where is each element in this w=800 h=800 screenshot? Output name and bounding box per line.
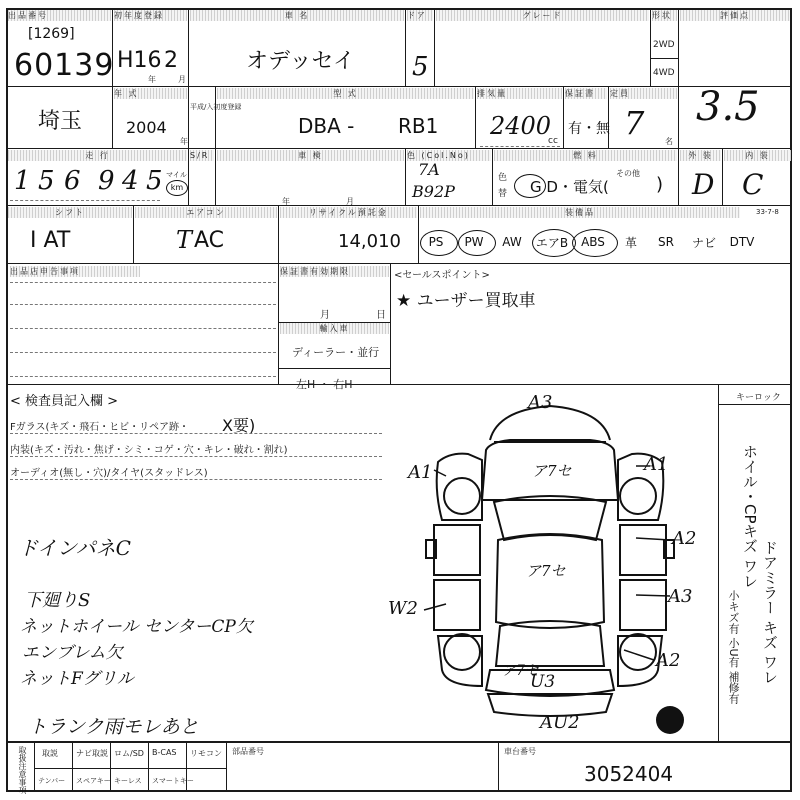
interior-grade: C <box>742 168 764 201</box>
label-interior: 内 装 <box>724 150 791 161</box>
divider <box>72 741 73 792</box>
divider <box>226 741 227 792</box>
side-vertical-text <box>725 590 741 704</box>
roof-outline <box>496 534 604 628</box>
footer-label-smart-key: スマートキー <box>152 777 194 785</box>
mileage-digit: 9 <box>98 166 115 196</box>
inspector-note: ネットFグリル <box>20 669 134 689</box>
sales-point: ★ ユーザー買取車 <box>396 291 536 311</box>
mileage-digits <box>14 166 164 200</box>
footer-caution-label: 取扱注意事項 <box>18 746 27 794</box>
mileage-digit: 1 <box>14 166 31 196</box>
label-model: 型 式 <box>217 88 474 99</box>
dotted-line <box>10 304 276 305</box>
label-month: 月 <box>178 75 186 84</box>
label-inspection-year: 年 <box>282 197 290 206</box>
equipment-pw: PW <box>464 235 484 249</box>
leader-line <box>636 538 670 540</box>
color-code-primary: 7A <box>418 160 440 179</box>
divider <box>722 148 723 205</box>
label-displacement: 排気量 <box>477 88 562 99</box>
right-rear-door <box>620 580 666 630</box>
divider <box>678 86 679 148</box>
equipment-circle-airbag <box>532 229 576 257</box>
label-first-reg-year: 年 式 <box>114 88 187 99</box>
damage-mark-right-front-door: A2 <box>672 528 697 549</box>
dotted-line <box>10 479 382 480</box>
divider <box>650 58 678 59</box>
dotted-line <box>10 352 276 353</box>
inspector-note: 下廻りS <box>24 590 91 611</box>
fuel-options: G D・電気( <box>530 178 609 196</box>
footer-label-parts-no: 部品番号 <box>232 747 264 756</box>
model-code: RB1 <box>398 114 439 138</box>
mileage-digit: 5 <box>146 166 163 196</box>
equipment-circle-pw <box>458 230 496 256</box>
label-exhibit-number: 出品番号 <box>8 10 111 21</box>
label-warranty-day: 日 <box>376 310 386 321</box>
mileage-digit: 6 <box>64 166 81 196</box>
region-name: 埼玉 <box>38 109 83 134</box>
equipment-circle-ps <box>420 230 458 256</box>
side-vertical-text <box>742 444 758 588</box>
car-name: オデッセイ <box>246 49 355 74</box>
left-front-door <box>434 525 480 575</box>
equipment-navi: ナビ <box>691 235 716 250</box>
equipment-airbag: エアB <box>535 235 569 250</box>
rear-right-wheel <box>620 634 656 670</box>
row4-bottom-line <box>6 263 792 264</box>
divider <box>188 8 189 86</box>
damage-note-hood: ア7セ <box>532 462 572 480</box>
equipment-ps: PS <box>428 235 444 249</box>
rear-left-wheel <box>444 634 480 670</box>
inspector-glass-mark: X要) <box>222 416 256 435</box>
divider <box>215 86 216 148</box>
divider <box>678 148 679 205</box>
label-doors: ドア <box>407 10 433 21</box>
dotted-line <box>10 328 276 329</box>
dotted-line <box>10 433 382 434</box>
equipment-aw: AW <box>502 235 522 249</box>
lot-number: 60139 <box>14 48 115 83</box>
displacement-value: 2400 <box>490 112 552 140</box>
equipment-abs: ABS <box>581 235 605 249</box>
divider <box>278 205 279 263</box>
footer-label-rom-sd: ロム/SD <box>114 749 144 758</box>
fuel-circle <box>514 174 546 198</box>
mileage-unit-km: km <box>166 180 188 196</box>
stain-mark <box>656 706 684 734</box>
footer-mid-line <box>34 768 226 769</box>
label-grade: グレード <box>436 10 649 21</box>
label-keylock: キーロック <box>736 393 781 403</box>
front-right-wheel <box>620 478 656 514</box>
equipment-sr: SR <box>658 235 674 249</box>
damage-mark-right-rear-door: A3 <box>668 586 693 607</box>
divider <box>718 404 792 405</box>
divider <box>475 86 476 148</box>
front-left-fender <box>437 454 482 520</box>
footer-label-temper: テンパー <box>38 777 66 785</box>
damage-mark-top: A3 <box>528 392 553 413</box>
damage-mark-rear-right: A2 <box>656 650 681 671</box>
divider <box>405 148 406 205</box>
label-warranty-month: 月 <box>320 310 330 321</box>
model-prefix: DBA - <box>298 114 355 138</box>
damage-mark-front-left: A1 <box>408 462 433 483</box>
model-year: 2004 <box>126 118 167 137</box>
damage-note-roof: ア7セ <box>526 562 566 580</box>
shape-4wd: 4WD <box>653 68 675 78</box>
warranty-options: 有・無 <box>568 121 610 137</box>
label-cc: cc <box>548 136 558 146</box>
label-warranty: 保証書 <box>565 88 607 99</box>
seating-capacity: 7 <box>624 104 645 142</box>
shape-2wd: 2WD <box>653 40 675 50</box>
label-inspection-month: 月 <box>346 197 354 206</box>
label-first-registration: 初年度登録 <box>114 10 187 21</box>
divider <box>492 148 493 205</box>
front-left-wheel <box>444 478 480 514</box>
divider <box>133 205 134 263</box>
damage-mark-bottom: AU2 <box>540 712 580 733</box>
label-equipment: 装備品 <box>420 207 740 218</box>
label-date: 33-7-8 <box>756 208 779 216</box>
inspector-note: エンブレム欠 <box>22 643 123 663</box>
leader-line <box>636 595 670 596</box>
footer-top-line <box>6 741 792 743</box>
door-count: 5 <box>412 52 429 82</box>
footer-label-keyless: キーレス <box>114 777 142 785</box>
label-exterior: 外 装 <box>680 150 721 161</box>
footer-label-navi-manual: ナビ取説 <box>76 749 108 758</box>
dotted-line <box>10 376 276 377</box>
fuel-close: ) <box>656 174 664 195</box>
label-capacity-unit: 名 <box>665 137 673 146</box>
label-sale-notes: 出品店申告事項 <box>10 266 140 277</box>
label-shift: シフト <box>8 207 132 218</box>
side-vertical-text-3: 小キズ有 小U有 補修有 <box>727 590 740 705</box>
label-meter: S/R <box>190 150 214 161</box>
mileage-digit: 4 <box>122 166 139 196</box>
label-color-change: 色 <box>498 173 508 183</box>
divider <box>34 741 35 792</box>
inspector-note: トランク雨モレあと <box>28 716 199 738</box>
inspector-title: < 検査員記入欄 > <box>10 394 119 409</box>
equipment-leather: 革 <box>624 235 637 250</box>
leader-line <box>624 650 654 660</box>
label-car-name: 車 名 <box>190 10 404 21</box>
divider <box>148 741 149 792</box>
middle-bottom-line <box>6 384 792 385</box>
lot-bracket: [1269] <box>28 26 75 42</box>
import-options: ディーラー・並行 <box>292 346 380 359</box>
registration-era: H16 <box>117 48 162 73</box>
dotted-line <box>10 282 276 283</box>
label-sales-point: <セールスポイント> <box>394 270 490 281</box>
divider <box>650 8 651 86</box>
damage-mark-left-rear: W2 <box>388 598 418 619</box>
color-code-secondary: B92P <box>412 182 455 201</box>
divider <box>390 263 391 384</box>
inspector-note: ネットホイール センターCP欠 <box>20 617 253 637</box>
inspector-note: ドインパネC <box>18 536 131 560</box>
label-year: 年 <box>148 75 156 84</box>
label-color-change: 替 <box>498 189 508 199</box>
label-mileage: 走 行 <box>8 150 187 161</box>
side-vertical-text-1: ホイル・CPキズ ワレ <box>741 444 759 589</box>
footer-label-remote: リモコン <box>190 749 222 758</box>
divider <box>678 148 792 149</box>
rear-left-fender <box>438 636 482 686</box>
divider <box>608 86 609 148</box>
equipment-dtv: DTV <box>729 235 755 249</box>
divider <box>112 86 113 148</box>
label-year: 年 <box>180 137 188 146</box>
divider <box>188 148 189 205</box>
divider <box>563 86 564 148</box>
label-capacity: 定員 <box>610 88 677 99</box>
inspector-interior-line: 内装(キズ・汚れ・焦げ・シミ・コゲ・穴・キレ・破れ・割れ) <box>10 445 288 456</box>
inspector-audio-line: オーディオ(無し・穴)/タイヤ(スタッドレス) <box>10 468 208 479</box>
aircon-type: AC <box>194 228 225 253</box>
label-first-reg-note: 平成/入初度登録 <box>190 103 242 111</box>
dotted-line <box>10 456 382 457</box>
divider <box>405 8 406 86</box>
label-inspection: 車 検 <box>217 150 404 161</box>
mileage-underline <box>10 200 160 201</box>
aircon-mark: T <box>176 226 193 254</box>
divider <box>215 148 216 205</box>
fuel-other: その他 <box>616 169 640 178</box>
side-vertical-text <box>762 540 778 685</box>
label-aircon: エアコン <box>135 207 277 218</box>
mileage-unit-mile: マイル <box>166 171 187 179</box>
label-fuel: 燃 料 <box>494 150 677 161</box>
label-score: 評価点 <box>680 10 790 21</box>
recycle-fee: 14,010 <box>338 231 401 252</box>
exterior-grade: D <box>692 168 715 201</box>
row2-bottom-line <box>6 148 678 149</box>
divider <box>278 263 279 384</box>
shift-type: I AT <box>30 228 71 253</box>
displacement-underline <box>480 146 560 147</box>
damage-mark-front-right: A1 <box>644 454 669 475</box>
divider <box>678 8 679 86</box>
registration-month: 2 <box>164 48 178 73</box>
footer-label-spare-key: スペアキー <box>76 777 111 785</box>
chassis-number: 3052404 <box>584 762 674 786</box>
damage-note-rear: ア7セ <box>502 663 539 679</box>
label-recycle: リサイクル預託金 <box>280 207 417 218</box>
divider <box>188 86 189 148</box>
row3-bottom-line <box>6 205 792 206</box>
footer-label-bcas: B-CAS <box>152 748 177 757</box>
label-warranty-expiry: 保証書有効期限 <box>280 266 389 277</box>
divider <box>498 741 499 792</box>
label-color: 色 (Col.No) <box>407 150 491 161</box>
inspector-glass-line: Fガラス(キズ・飛石・ヒビ・リペア跡・ <box>10 422 189 433</box>
footer-label-manual: 取説 <box>42 749 58 758</box>
mileage-digit: 5 <box>38 166 55 196</box>
label-import: 輸入車 <box>280 323 389 334</box>
equipment-circle-abs <box>572 229 618 257</box>
row1-bottom-line <box>6 86 792 87</box>
steering-options: 左H ・ 右H <box>296 378 353 391</box>
footer-label-chassis: 車台番号 <box>504 747 536 756</box>
divider <box>278 368 390 369</box>
label-shape: 形状 <box>652 10 677 21</box>
side-vertical-text-2: ドアミラー キズ ワレ <box>761 540 779 685</box>
evaluation-score: 3.5 <box>696 84 760 130</box>
right-front-door <box>620 525 666 575</box>
damage-mark-rear-center: U3 <box>530 672 556 692</box>
divider <box>718 384 719 742</box>
divider <box>434 8 435 86</box>
